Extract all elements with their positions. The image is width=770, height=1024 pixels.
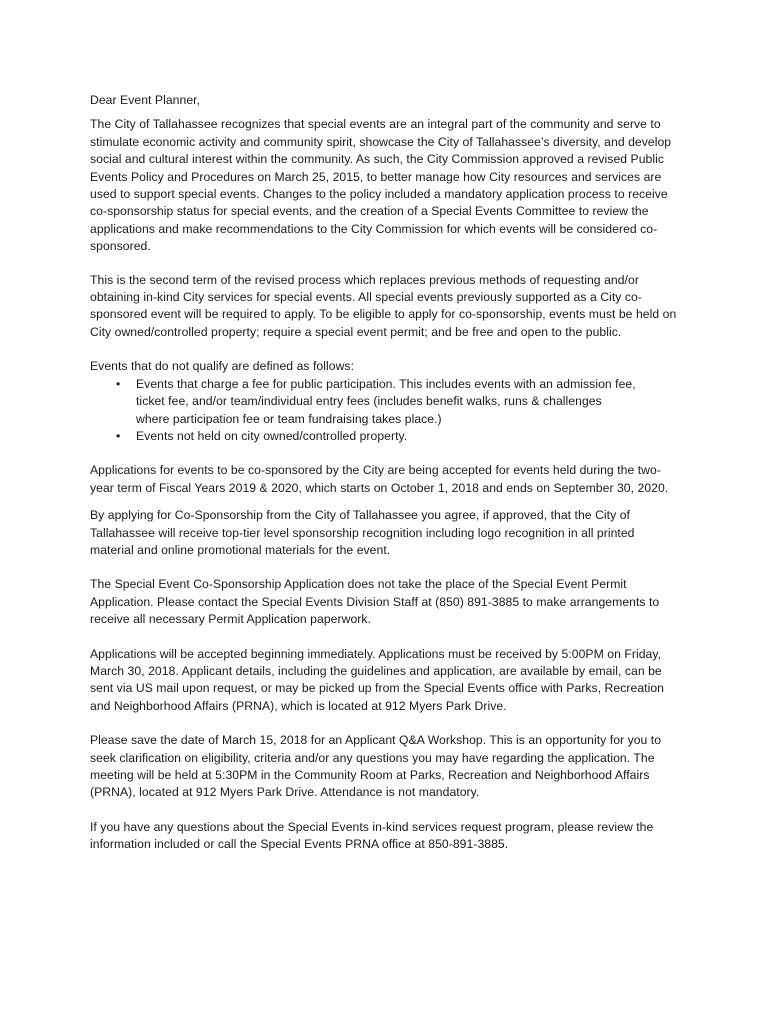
list-item bbox=[90, 376, 636, 428]
bullet-icon: • bbox=[116, 428, 121, 443]
paragraph-second-term: This is the second term of the revised process which replaces previous methods of requesting and/or obtaining in-kind City services for special events. All special events previously supported as a City co-sponsored event will be required to apply. To be eligible to apply for co-sponsorship, events must be held on City owned/controlled property; require a special event permit; and be free and open to the public. bbox=[90, 272, 677, 339]
paragraph-contact: If you have any questions about the Special Events in-kind services request program, please review the information included or call the Special Events PRNA office at 850-891-3885. bbox=[90, 819, 654, 852]
paragraph-sponsorship-agreement: By applying for Co-Sponsorship from the City of Tallahassee you agree, if approved, that the City of Tallahassee will receive top-tier level sponsorship recognition including logo recognition in all printed material and online promotional materials for the event. bbox=[90, 508, 635, 557]
list-item-text: Events that charge a fee for public participation. This includes events with an admission fee, ticket fee, and/or team/individual entry fees (includes benefit walks, runs & challenges where participation fee or team fundraising takes place.) bbox=[136, 376, 636, 426]
list-item-text: Events not held on city owned/controlled property. bbox=[136, 428, 408, 443]
paragraph-fiscal-term: Applications for events to be co-sponsored by the City are being accepted for events held during the two-year term of Fiscal Years 2019 & 2020, which starts on October 1, 2018 and ends on September 30, 2020. bbox=[90, 463, 669, 495]
list-item bbox=[90, 428, 636, 445]
list-intro: Events that do not qualify are defined as follows: bbox=[90, 359, 355, 374]
paragraph-permit-note: The Special Event Co-Sponsorship Application does not take the place of the Special Event Permit Application. Please contact the Special Events Division Staff at (850) 891-3885 to make arrangements to receive all necessary Permit Application paperwork. bbox=[90, 577, 660, 627]
letter-page bbox=[90, 92, 680, 854]
salutation: Dear Event Planner, bbox=[90, 93, 201, 107]
paragraph-workshop: Please save the date of March 15, 2018 for an Applicant Q&A Workshop. This is an opportunity for you to seek clarification on eligibility, criteria and/or any questions you may have regarding the application. The meeting will be held at 5:30PM in the Community Room at Parks, Recreation and Neighborhood Affairs (PRNA), located at 912 Myers Park Drive. Attendance is not mandatory. bbox=[90, 733, 662, 800]
bullet-icon: • bbox=[116, 376, 121, 391]
non-qualifying-events-list bbox=[90, 376, 680, 446]
paragraph-application-deadline: Applications will be accepted beginning immediately. Applications must be received by 5:00PM on Friday, March 30, 2018. Applicant details, including the guidelines and application, are available by email, can be sent via US mail upon request, or may be picked up from the Special Events office with Parks, Recreation and Neighborhood Affairs (PRNA), which is located at 912 Myers Park Drive. bbox=[90, 646, 665, 713]
paragraph-intro: The City of Tallahassee recognizes that special events are an integral part of the community and serve to stimulate economic activity and community spirit, showcase the City of Tallahassee’s diversity, and develop social and cultural interest within the community. As such, the City Commission approved a revised Public Events Policy and Procedures on March 25, 2015, to better manage how City resources and services are used to support special events. Changes to the policy included a mandatory application process to receive co-sponsorship status for special events, and the creation of a Special Events Committee to review the applications and make recommendations to the City Commission for which events will be considered co-sponsored. bbox=[90, 117, 672, 254]
